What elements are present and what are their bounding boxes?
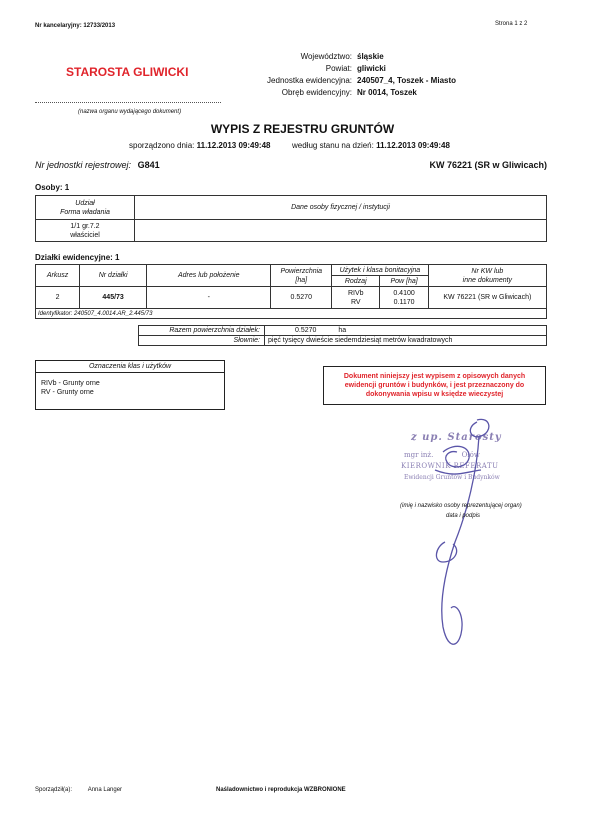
form-header: Forma władania xyxy=(60,208,110,216)
state-value: 11.12.2013 09:49:48 xyxy=(376,141,450,150)
state-date xyxy=(292,141,450,150)
prepared-label: sporządzono dnia: xyxy=(129,141,195,150)
voivodeship-label: Województwo: xyxy=(300,52,352,61)
words-value: pięć tysięcy dwieście siedemdziesiąt metrów kwadratowych xyxy=(265,336,547,346)
table-row xyxy=(36,287,547,309)
unit-value: 240507_4, Toszek - Miasto xyxy=(357,76,457,85)
kw-header-b: inne dokumenty xyxy=(462,276,513,284)
parcels-heading: Działki ewidencyjne: 1 xyxy=(35,253,120,262)
notice-box: Dokument niniejszy jest wypisem z opisowych danych ewidencji gruntów i budynków, i jest przeznaczony do dokonywania wpisu w księdze wieczystej xyxy=(323,366,546,405)
stamp-title: mgr inż. xyxy=(404,451,434,459)
persons-share-cell xyxy=(36,220,135,242)
kind-1: RIVb xyxy=(347,289,364,297)
signature-caption-1: (imię i nazwisko osoby reprezentującej organ) xyxy=(400,503,522,509)
stamp-line-3: KIEROWNIK REFERATU xyxy=(401,462,499,470)
pow-2: 0.1170 xyxy=(393,298,415,306)
total-value-cell xyxy=(265,326,547,336)
prepared-by-name: Anna Langer xyxy=(87,787,123,793)
prepared-by-label: Sporządził(a): xyxy=(35,787,73,793)
classes-box xyxy=(35,360,225,410)
col-sheet-header: Arkusz xyxy=(36,265,80,287)
county-value: gliwicki xyxy=(357,64,386,73)
parcel-number: 445/73 xyxy=(80,287,147,309)
col-pow-header: Pow [ha] xyxy=(380,276,428,287)
authority-name: STAROSTA GLIWICKI xyxy=(66,65,189,79)
col-area-header xyxy=(271,265,332,287)
registry-label: Nr jednostki rejestrowej: xyxy=(35,160,132,170)
share-header: Udział xyxy=(75,199,95,207)
col-kw-header xyxy=(428,265,546,287)
parcel-pow xyxy=(380,287,428,309)
total-label: Razem powierzchnia działek: xyxy=(139,326,265,336)
total-unit: ha xyxy=(338,327,347,334)
parcel-address: - xyxy=(147,287,271,309)
voivodeship-value: śląskie xyxy=(357,52,384,61)
form-value: właściciel xyxy=(70,231,100,239)
words-label: Słownie: xyxy=(139,336,265,346)
persons-table xyxy=(35,195,547,242)
col-kind-header: Rodzaj xyxy=(332,276,380,287)
pow-1: 0.4100 xyxy=(393,289,415,297)
prepared-value: 11.12.2013 09:49:48 xyxy=(196,141,271,150)
class-item: RV - Grunty orne xyxy=(41,389,94,396)
signature-drawing xyxy=(395,412,505,662)
authority-caption: (nazwa organu wydającego dokument) xyxy=(78,109,182,115)
class-item: RIVb - Grunty orne xyxy=(41,380,100,387)
footer-prepared xyxy=(35,787,122,793)
registry-line xyxy=(35,160,160,170)
parcel-identifier: Identyfikator: 240507_4.0014.AR_2.445/73 xyxy=(36,309,547,319)
registry-value: G841 xyxy=(137,160,160,170)
parcels-table xyxy=(35,264,547,319)
totals-table xyxy=(138,325,547,346)
kind-2: RV xyxy=(350,298,361,306)
col-number-header: Nr działki xyxy=(80,265,147,287)
persons-heading: Osoby: 1 xyxy=(35,183,70,192)
office-number: Nr kancelaryjny: 12733/2013 xyxy=(35,23,116,29)
stamp-line-1: z up. Starosty xyxy=(411,432,502,443)
kw-header-a: Nr KW lub xyxy=(471,267,504,275)
unit-label: Jednostka ewidencyjna: xyxy=(267,76,352,85)
classes-heading: Oznaczenia klas i użytków xyxy=(36,361,224,373)
precinct-label: Obręb ewidencyjny: xyxy=(281,88,352,97)
total-value: 0.5270 xyxy=(295,327,317,334)
col-address-header: Adres lub położenie xyxy=(147,265,271,287)
parcel-kind xyxy=(332,287,380,309)
col-use-header: Użytek i klasa bonitacyjna xyxy=(332,265,429,276)
persons-data-cell xyxy=(135,220,547,242)
parcel-sheet: 2 xyxy=(36,287,80,309)
county-label: Powiat: xyxy=(325,64,352,73)
location-labels xyxy=(240,51,352,99)
area-header-b: [ha] xyxy=(295,276,308,284)
signature-caption-2: data i podpis xyxy=(446,513,481,519)
parcel-area: 0.5270 xyxy=(271,287,332,309)
authority-line xyxy=(35,102,221,103)
footer-copyright: Naśladownictwo i reprodukcja WZBRONIONE xyxy=(216,787,346,793)
registry-kw: KW 76221 (SR w Gliwicach) xyxy=(429,160,547,170)
parcel-kw: KW 76221 (SR w Gliwicach) xyxy=(428,287,546,309)
prepared-date xyxy=(129,141,270,150)
persons-col-data-header: Dane osoby fizycznej / instytucji xyxy=(135,196,547,220)
document-title: WYPIS Z REJESTRU GRUNTÓW xyxy=(210,122,395,136)
classes-list xyxy=(36,373,224,397)
share-value: 1/1 gr.7.2 xyxy=(70,222,100,230)
stamp-line-4: Ewidencji Gruntów i Budynków xyxy=(404,474,500,481)
location-values xyxy=(357,51,456,99)
state-label: według stanu na dzień: xyxy=(292,141,374,150)
area-header-a: Powierzchnia xyxy=(280,267,323,275)
persons-col-share-header xyxy=(36,196,135,220)
precinct-value: Nr 0014, Toszek xyxy=(357,88,417,97)
page-number: Strona 1 z 2 xyxy=(495,21,528,27)
stamp-surname: Ołów xyxy=(461,451,480,459)
